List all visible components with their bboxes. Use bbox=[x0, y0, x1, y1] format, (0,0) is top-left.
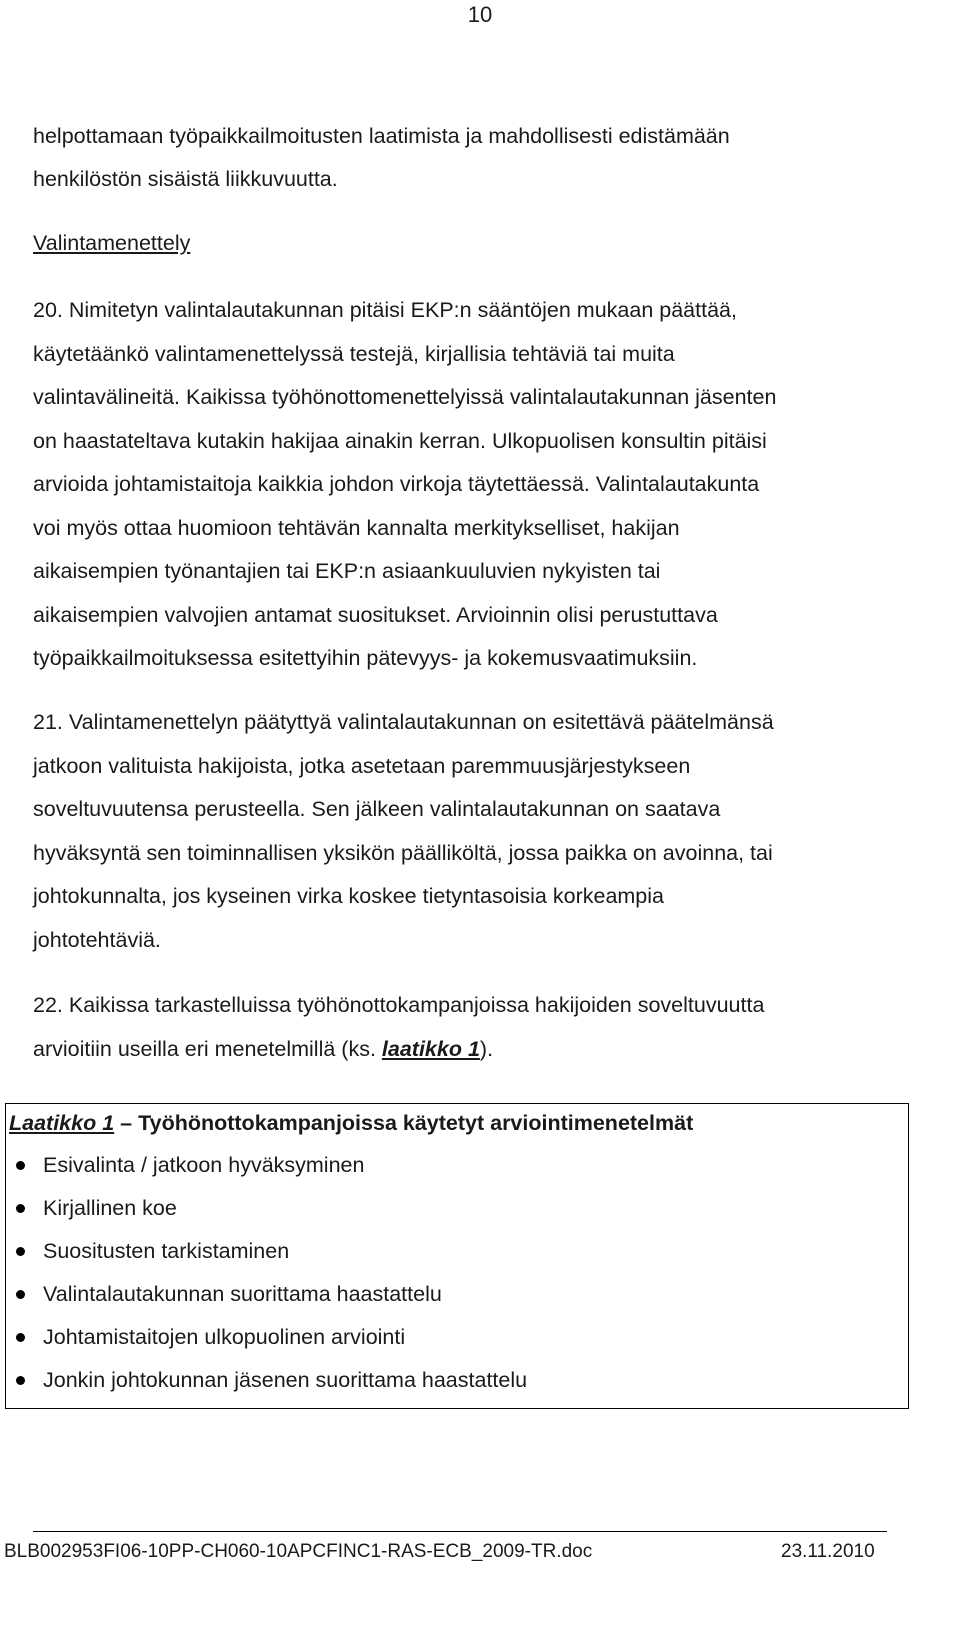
footer-date: 23.11.2010 bbox=[781, 1541, 875, 1562]
paragraph-21 bbox=[33, 701, 913, 962]
box-list bbox=[6, 1144, 527, 1402]
bullet-icon bbox=[16, 1333, 25, 1342]
list-item-text: Suositusten tarkistaminen bbox=[43, 1239, 290, 1263]
list-item-text: Jonkin johtokunnan jäsenen suorittama haastattelu bbox=[43, 1368, 528, 1392]
bullet-icon bbox=[16, 1204, 25, 1213]
list-item bbox=[6, 1144, 527, 1187]
text-fragment: arvioitiin useilla eri menetelmillä (ks. bbox=[33, 1036, 382, 1061]
text-line bbox=[33, 1028, 913, 1072]
box-reference-link[interactable]: laatikko 1 bbox=[381, 1036, 480, 1061]
text-line: johtotehtäviä. bbox=[33, 927, 161, 952]
box-title bbox=[9, 1108, 693, 1138]
bullet-icon bbox=[16, 1376, 25, 1385]
text-fragment: ). bbox=[479, 1036, 494, 1061]
list-item bbox=[6, 1273, 527, 1316]
text-line: käytetäänkö valintamenettelyssä testejä, kirjallisia tehtäviä tai muita bbox=[33, 341, 675, 366]
bullet-icon bbox=[16, 1290, 25, 1299]
bullet-icon bbox=[16, 1161, 25, 1170]
text-line: arvioida johtamistaitoja kaikkia johdon virkoja täytettäessä. Valintalautakunta bbox=[33, 472, 760, 496]
info-box bbox=[5, 1103, 909, 1409]
text-line: 20. Nimitetyn valintalautakunnan pitäisi EKP:n sääntöjen mukaan päättää, bbox=[33, 298, 737, 322]
list-item-text: Esivalinta / jatkoon hyväksyminen bbox=[43, 1153, 365, 1177]
text-line: valintavälineitä. Kaikissa työhönottomenettelyissä valintalautakunnan jäsenten bbox=[33, 385, 777, 409]
bullet-icon bbox=[16, 1247, 25, 1256]
list-item bbox=[6, 1230, 527, 1273]
list-item bbox=[6, 1316, 527, 1359]
text-line: on haastateltava kutakin hakijaa ainakin kerran. Ulkopuolisen konsultin pitäisi bbox=[33, 428, 767, 453]
text-line: 22. Kaikissa tarkastelluissa työhönottokampanjoissa hakijoiden soveltuvuutta bbox=[33, 993, 765, 1017]
text-line: henkilöstön sisäistä liikkuvuutta. bbox=[33, 167, 338, 191]
list-item-text: Kirjallinen koe bbox=[43, 1196, 177, 1220]
text-line: 21. Valintamenettelyn päätyttyä valintalautakunnan on esitettävä päätelmänsä bbox=[33, 710, 774, 734]
box-title-dash: – bbox=[114, 1111, 139, 1135]
page-number: 10 bbox=[467, 2, 493, 27]
text-line: aikaisempien työnantajien tai EKP:n asiaankuuluvien nykyisten tai bbox=[33, 559, 661, 583]
list-item-text: Johtamistaitojen ulkopuolinen arviointi bbox=[43, 1325, 406, 1349]
box-title-text: Työhönottokampanjoissa käytetyt arviointimenetelmät bbox=[138, 1111, 694, 1135]
text-line: helpottamaan työpaikkailmoitusten laatimista ja mahdollisesti edistämään bbox=[33, 124, 730, 148]
footer-divider bbox=[33, 1531, 887, 1532]
section-heading: Valintamenettely bbox=[33, 231, 191, 255]
text-line: jatkoon valituista hakijoista, jotka asetetaan paremmuusjärjestykseen bbox=[33, 753, 691, 778]
text-line: aikaisempien valvojien antamat suositukset. Arvioinnin olisi perustuttava bbox=[33, 602, 718, 627]
list-item bbox=[6, 1359, 527, 1402]
text-line: soveltuvuutensa perusteella. Sen jälkeen valintalautakunnan on saatava bbox=[33, 797, 721, 821]
box-label: Laatikko 1 bbox=[9, 1111, 115, 1135]
paragraph-22 bbox=[33, 984, 913, 1071]
paragraph-intro bbox=[33, 115, 913, 201]
footer-document-code: BLB002953FI06-10PP-CH060-10APCFINC1-RAS-ECB_2009-TR.doc bbox=[4, 1541, 593, 1562]
text-line: työpaikkailmoituksessa esitettyihin pätevyys- ja kokemusvaatimuksiin. bbox=[33, 646, 698, 670]
paragraph-20 bbox=[33, 289, 913, 681]
text-line: johtokunnalta, jos kyseinen virka koskee tietyntasoisia korkeampia bbox=[33, 884, 664, 908]
list-item-text: Valintalautakunnan suorittama haastattelu bbox=[43, 1282, 442, 1306]
text-line: voi myös ottaa huomioon tehtävän kannalta merkitykselliset, hakijan bbox=[33, 515, 680, 540]
text-line: hyväksyntä sen toiminnallisen yksikön päälliköltä, jossa paikka on avoinna, tai bbox=[33, 840, 773, 865]
list-item bbox=[6, 1187, 527, 1230]
